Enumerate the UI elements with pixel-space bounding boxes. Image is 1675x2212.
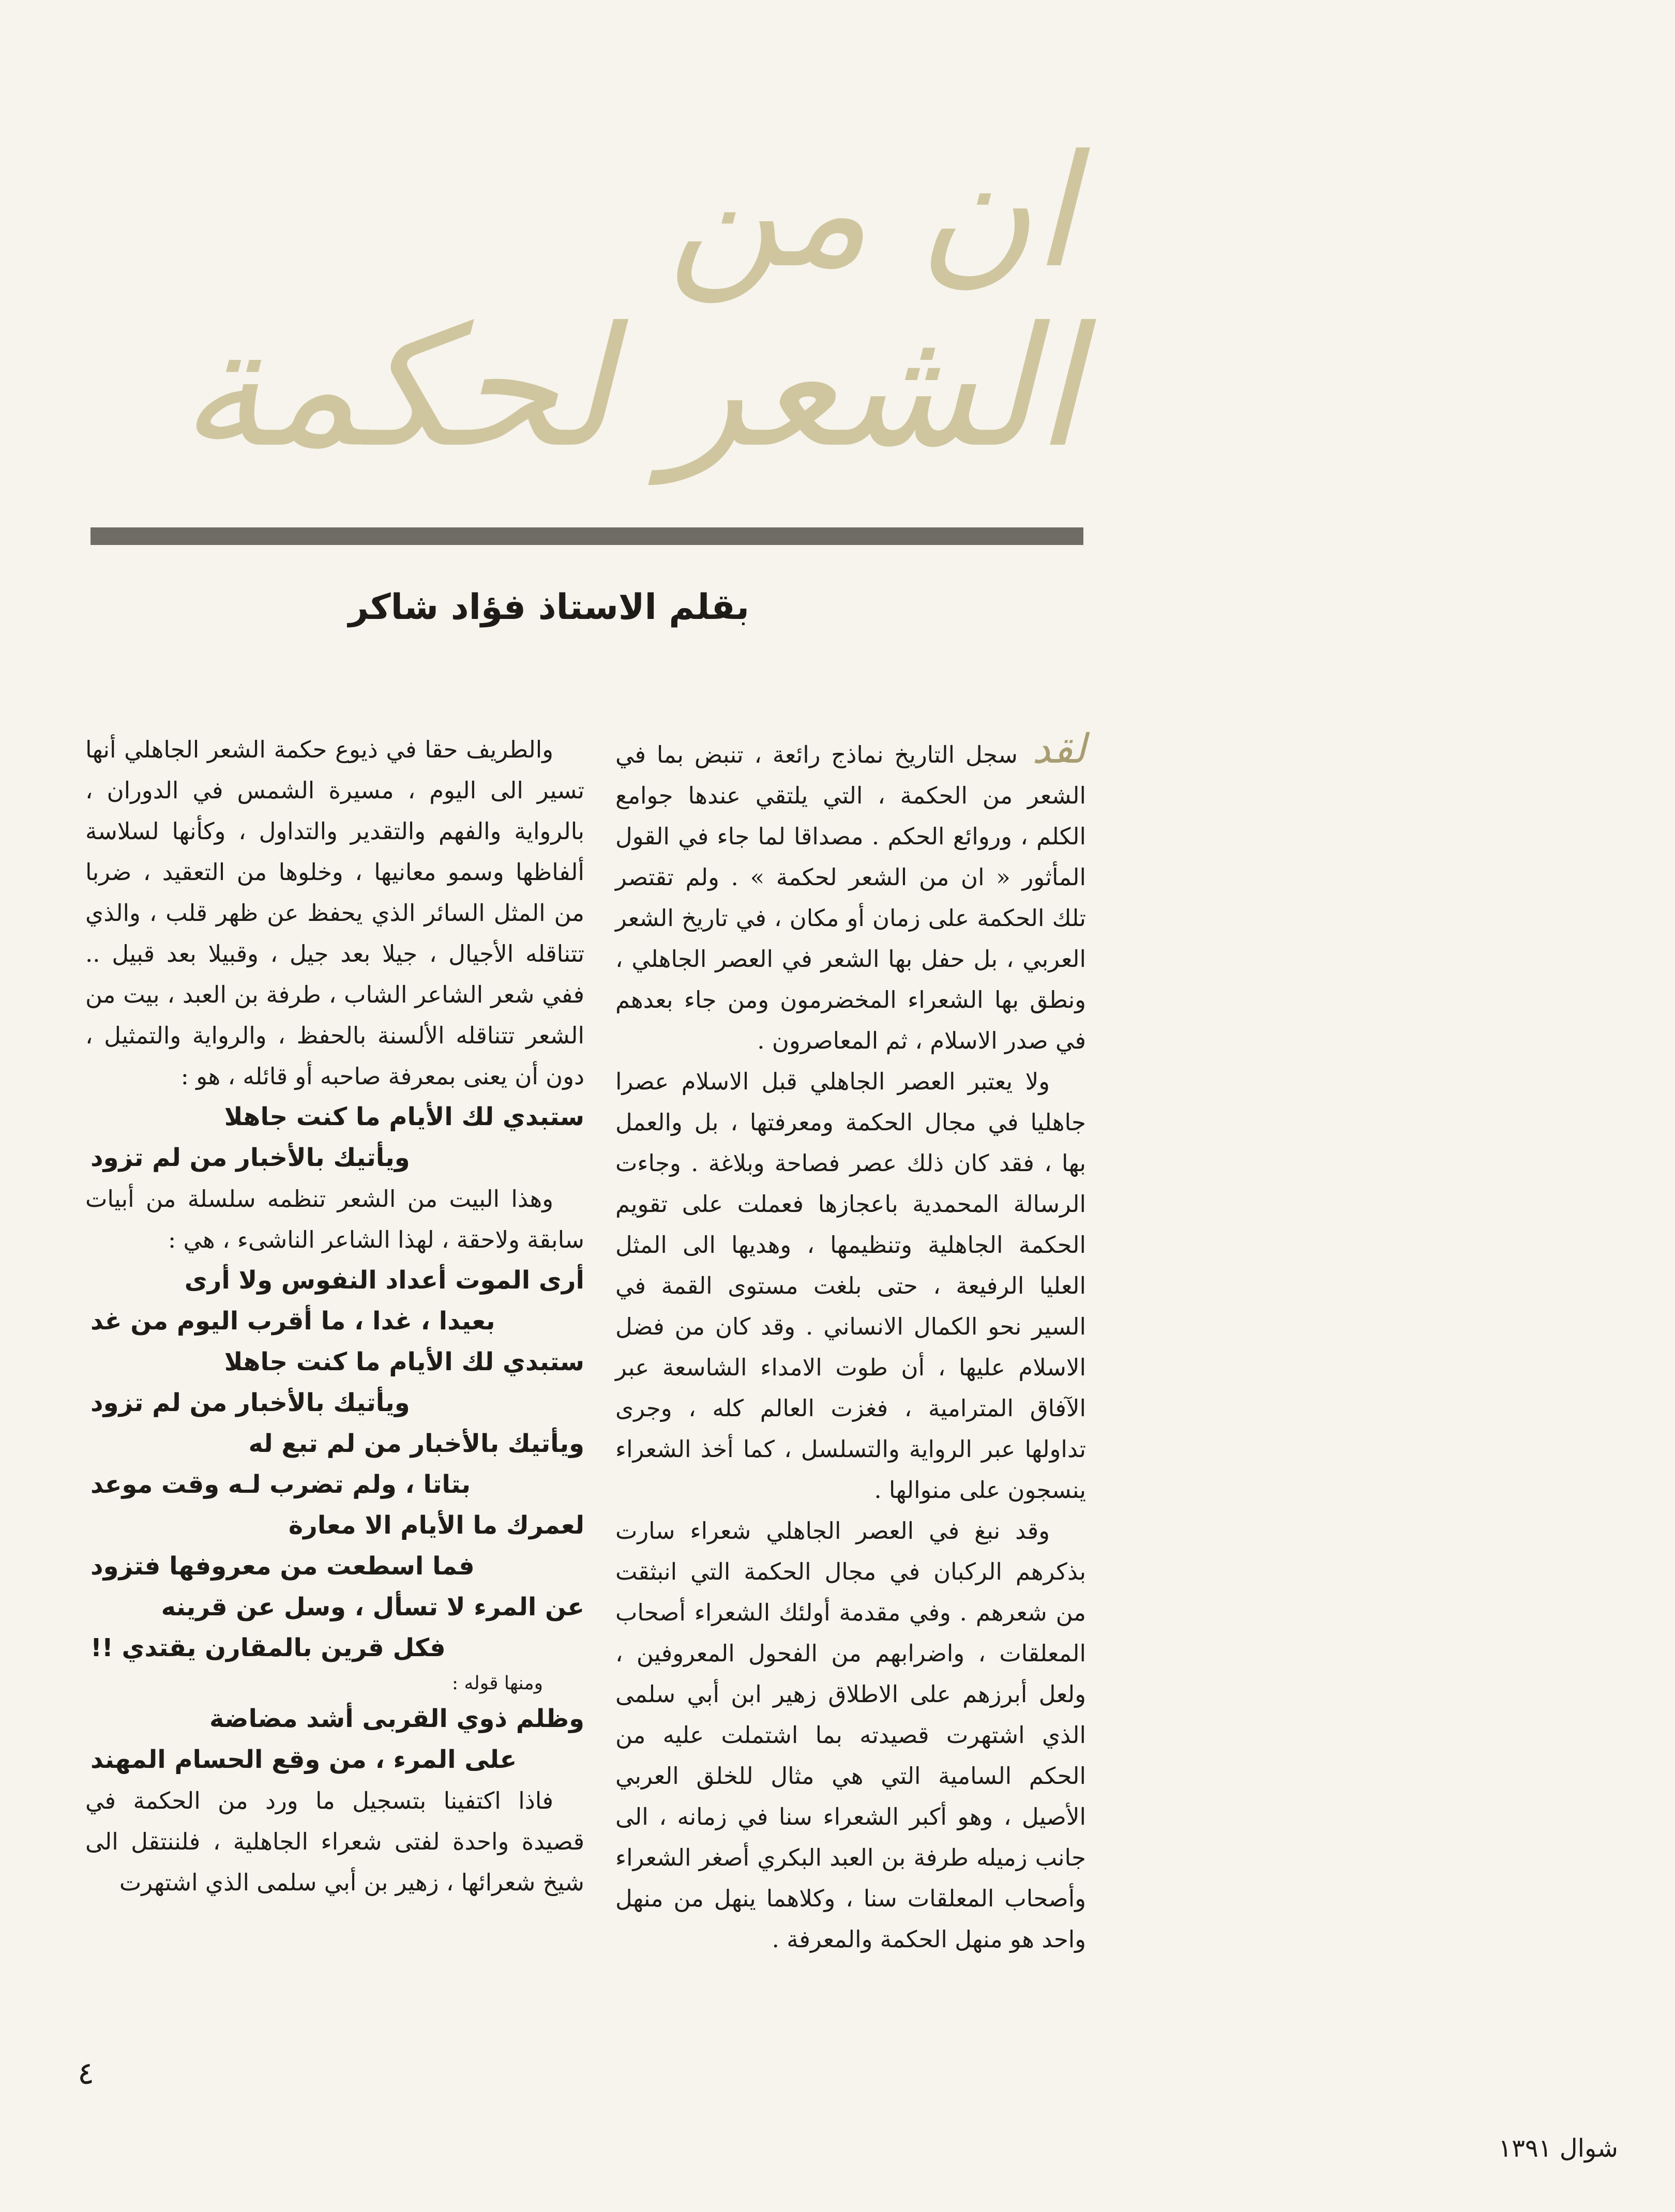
title-divider (90, 527, 1083, 545)
article-title-line-1: ان من (667, 122, 1075, 302)
verse-hemistich-second: بتاتا ، ولم تضرب لـه وقت موعد (90, 1470, 471, 1499)
issue-date: شوال ١٣٩١ (1498, 2134, 1618, 2163)
verse-hemistich-first: ستبدي لك الأيام ما كنت جاهلا (224, 1347, 584, 1376)
paragraph: ولا يعتبر العصر الجاهلي قبل الاسلام عصرا جاهليا في مجال الحكمة ومعرفتها ، بل والعمل بها ، فقد كان ذلك عصر فصاحة وبلاغة . وجاءت الرسالة المحمدية باعجازها فعملت على تقويم الحكمة الجاهلية وتنظيمها ، وهديها الى المثل العليا الرفيعة ، حتى بلغت مستوى القمة في السير نحو الكمال الانساني . وقد كان من فضل الاسلام عليها ، أن طوت الامداء الشاسعة عبر الآفاق المترامية ، فغزت العالم كله ، وجرى تداولها عبر الرواية والتسلسل ، كما أخذ الشعراء ينسجون على منوالها . (615, 1068, 1086, 1504)
verse-hemistich-first: أرى الموت أعداد النفوس ولا أرى (184, 1266, 584, 1295)
page-number: ٤ (78, 2055, 95, 2092)
paragraph: فاذا اكتفينا بتسجيل ما ورد من الحكمة في قصيدة واحدة لفتى شعراء الجاهلية ، فلننتقل الى شيخ شعرائها ، زهير بن أبي سلمى الذي اشتهرت (85, 1787, 584, 1896)
paragraph: وقد نبغ في العصر الجاهلي شعراء سارت بذكرهم الركبان في مجال الحكمة التي انبثقت من شعرهم . وفي مقدمة أولئك الشعراء أصحاب المعلقات ، واضرابهم من الفحول المعروفين ، ولعل أبرزهم على الاطلاق زهير ابن أبي سلمى الذي اشتهرت قصيدته بما اشتملت عليه من الحكم السامية التي هي مثال للخلق العربي الأصيل ، وهو أكبر الشعراء سنا في زمانه ، الى جانب زميله طرفة بن العبد البكري أصغر الشعراء وأصحاب المعلقات سنا ، وكلاهما ينهل من منهل واحد هو منهل الحكمة والمعرفة . (615, 1517, 1086, 1953)
verse-hemistich-second: ويأتيك بالأخبار من لم تزود (90, 1388, 410, 1417)
article-column-right (615, 726, 1086, 1960)
verse-hemistich-second: بعيدا ، غدا ، ما أقرب اليوم من غد (90, 1307, 495, 1336)
article-column-left (85, 729, 584, 1903)
verse-hemistich-first: لعمرك ما الأيام الا معارة (288, 1511, 584, 1540)
paragraph: والطريف حقا في ذيوع حكمة الشعر الجاهلي أنها تسير الى اليوم ، مسيرة الشمس في الدوران ، بالرواية والفهم والتقدير والتداول ، وكأنها لسلاسة ألفاظها وسمو معانيها ، وخلوها من التعقيد ، ضربا من المثل السائر الذي يحفظ عن ظهر قلب ، والذي تتناقله الأجيال ، جيلا بعد جيل ، وقبيلا بعد قبيل .. ففي شعر الشاعر الشاب ، طرفة بن العبد ، بيت من الشعر تتناقله الألسنة بالحفظ ، والرواية والتمثيل ، دون أن يعنى بمعرفة صاحبه أو قائله ، هو : (85, 736, 584, 1090)
paragraph (615, 726, 1086, 1061)
verse-hemistich-first: وظلم ذوي القربى أشد مضاضة (209, 1704, 584, 1733)
article-title-line-2: الشعر لحكمة (179, 292, 1080, 484)
lead-word: لقد (1032, 726, 1086, 772)
verse-hemistich-first: عن المرء لا تسأل ، وسل عن قرينه (161, 1593, 584, 1622)
paragraph-text: سجل التاريخ نماذج رائعة ، تنبض بما في الشعر من الحكمة ، التي يلتقي عندها جوامع الكلم ، وروائع الحكم . مصداقا لما جاء في القول المأثور « ان من الشعر لحكمة » . ولم تقتصر تلك الحكمة على زمان أو مكان ، في تاريخ الشعر العربي ، بل حفل بها الشعر في العصر الجاهلي ، ونطق بها الشعراء المخضرمون ومن جاء بعدهم في صدر الاسلام ، ثم المعاصرون . (615, 741, 1086, 1054)
verse-hemistich-first: ستبدي لك الأيام ما كنت جاهلا (224, 1102, 584, 1131)
verse-hemistich-first: ويأتيك بالأخبار من لم تبع له (248, 1429, 584, 1458)
author-byline: بقلم الاستاذ فؤاد شاكر (348, 587, 749, 628)
verse-intro-label: ومنها قوله : (451, 1673, 543, 1694)
paragraph: وهذا البيت من الشعر تنظمه سلسلة من أبيات سابقة ولاحقة ، لهذا الشاعر الناشىء ، هي : (85, 1185, 584, 1253)
verse-hemistich-second: فكل قرين بالمقارن يقتدي !! (90, 1633, 446, 1662)
verse-hemistich-second: على المرء ، من وقع الحسام المهند (90, 1745, 517, 1774)
verse-hemistich-second: ويأتيك بالأخبار من لم تزود (90, 1143, 410, 1172)
verse-hemistich-second: فما اسطعت من معروفها فتزود (90, 1552, 475, 1581)
